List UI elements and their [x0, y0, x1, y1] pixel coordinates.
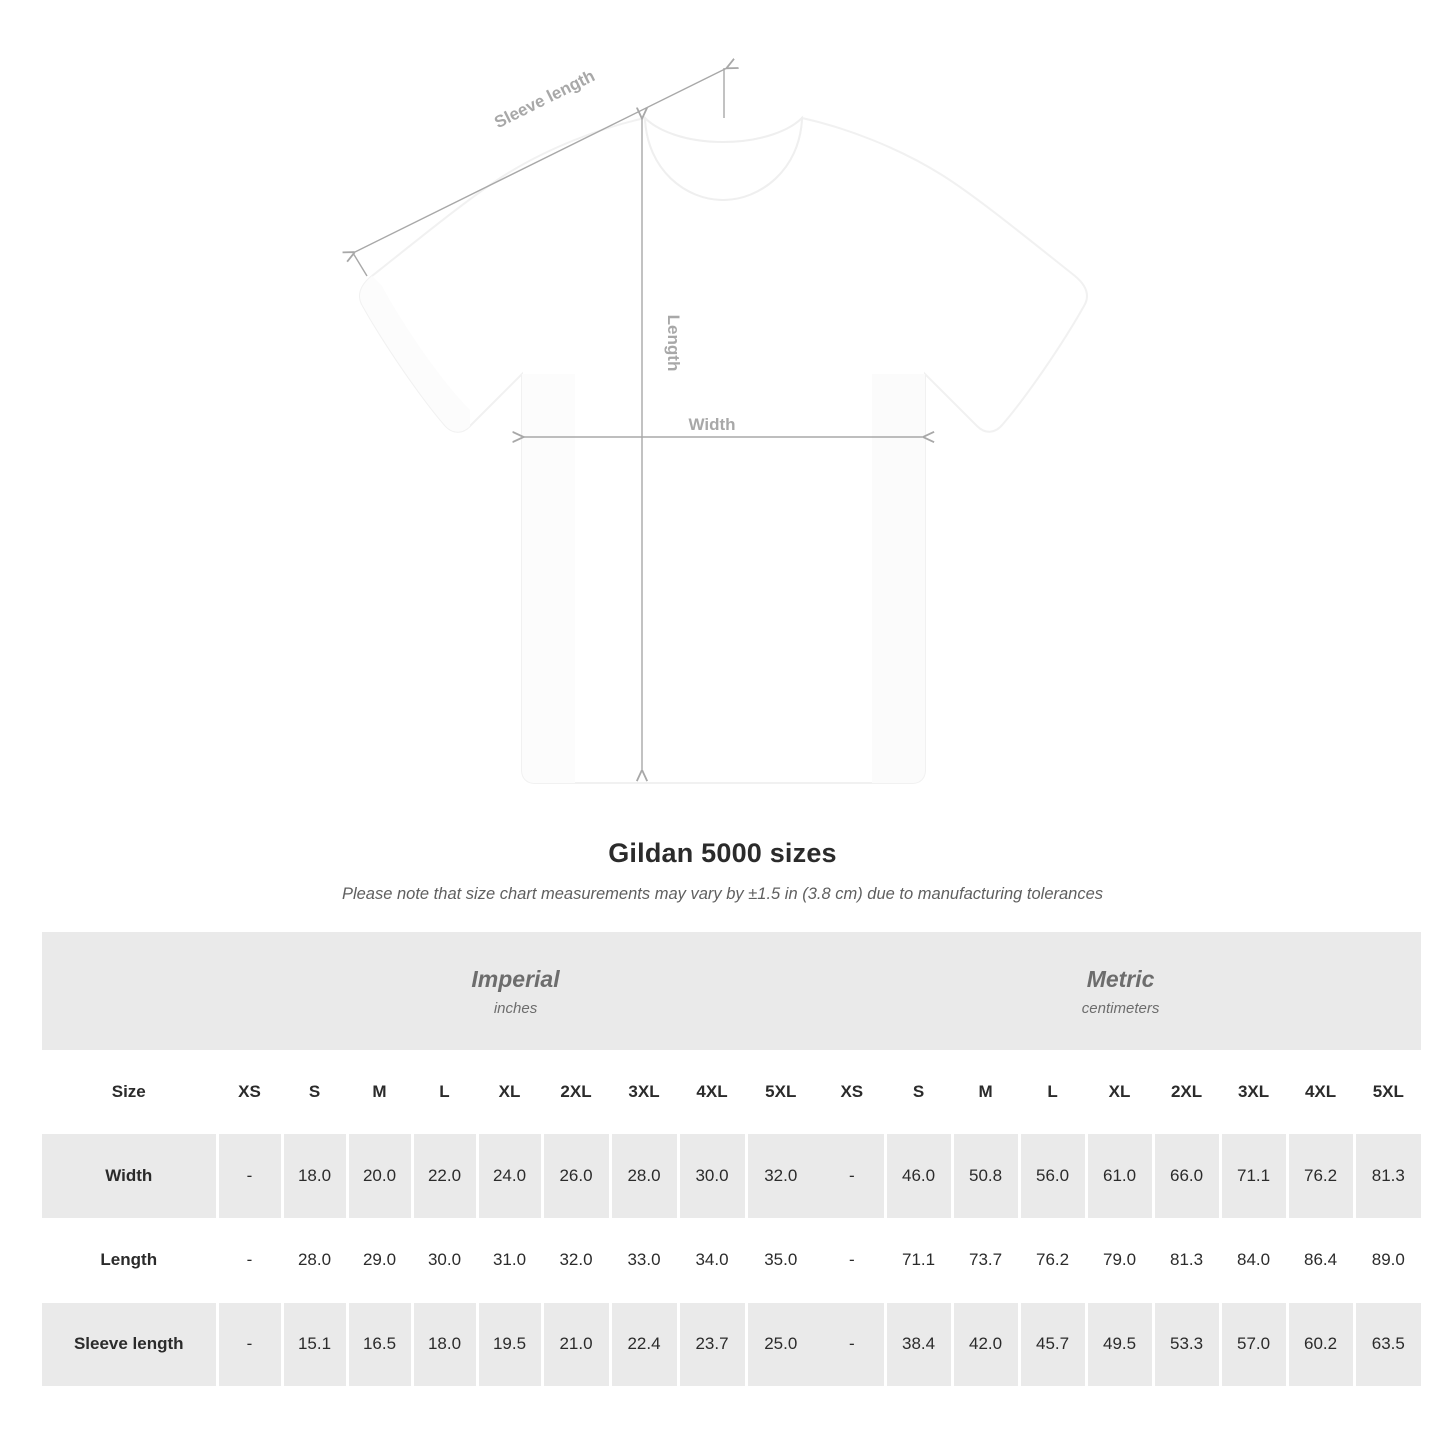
- unit-group-metric-name: Metric: [1086, 965, 1155, 992]
- cell-length-imperial-3xl: 33.0: [610, 1218, 678, 1302]
- cell-sleeve-imperial-s: 15.1: [282, 1302, 347, 1386]
- cell-width-metric-xl: 61.0: [1086, 1134, 1153, 1218]
- chart-title: Gildan 5000 sizes: [608, 838, 837, 868]
- header-imperial-m: M: [347, 1050, 412, 1134]
- header-metric-3xl: 3XL: [1220, 1050, 1287, 1134]
- cell-sleeve-imperial-5xl: 25.0: [746, 1302, 814, 1386]
- length-label: Length: [664, 314, 683, 372]
- cell-width-imperial-5xl: 32.0: [746, 1134, 814, 1218]
- unit-group-metric-sub: centimeters: [1081, 999, 1160, 1017]
- header-metric-xl: XL: [1086, 1050, 1153, 1134]
- cell-width-metric-m: 50.8: [952, 1134, 1019, 1218]
- cell-sleeve-metric-2xl: 53.3: [1153, 1302, 1220, 1386]
- row-label-length: Length: [42, 1218, 217, 1302]
- cell-length-imperial-xl: 31.0: [477, 1218, 542, 1302]
- cell-sleeve-imperial-4xl: 23.7: [678, 1302, 746, 1386]
- cell-sleeve-imperial-xs: -: [217, 1302, 282, 1386]
- cell-width-imperial-xl: 24.0: [477, 1134, 542, 1218]
- header-metric-s: S: [885, 1050, 952, 1134]
- unit-group-imperial-sub: inches: [493, 999, 538, 1017]
- size-header-row: [42, 1050, 1421, 1134]
- cell-sleeve-imperial-l: 18.0: [412, 1302, 477, 1386]
- table-row: [42, 1302, 1421, 1386]
- cell-width-imperial-xs: -: [217, 1134, 282, 1218]
- table-row: [42, 1134, 1421, 1218]
- cell-width-metric-4xl: 76.2: [1287, 1134, 1354, 1218]
- cell-width-imperial-2xl: 26.0: [542, 1134, 610, 1218]
- row-label-width: Width: [42, 1134, 217, 1218]
- cell-sleeve-metric-xl: 49.5: [1086, 1302, 1153, 1386]
- cell-length-metric-m: 73.7: [952, 1218, 1019, 1302]
- cell-width-metric-5xl: 81.3: [1354, 1134, 1421, 1218]
- cell-length-imperial-2xl: 32.0: [542, 1218, 610, 1302]
- cell-width-metric-xs: -: [820, 1134, 885, 1218]
- unit-group-imperial-name: Imperial: [471, 965, 560, 992]
- cell-length-imperial-4xl: 34.0: [678, 1218, 746, 1302]
- header-metric-m: M: [952, 1050, 1019, 1134]
- row-label-sleeve-length: Sleeve length: [42, 1302, 217, 1386]
- tshirt-shape: [360, 118, 1087, 783]
- size-header-text: Size: [111, 1082, 146, 1101]
- header-metric-xs: XS: [820, 1050, 885, 1134]
- cell-width-imperial-l: 22.0: [412, 1134, 477, 1218]
- size-header-label: [42, 1050, 217, 1134]
- cell-width-imperial-s: 18.0: [282, 1134, 347, 1218]
- cell-width-metric-2xl: 66.0: [1153, 1134, 1220, 1218]
- cell-length-metric-xl: 79.0: [1086, 1218, 1153, 1302]
- header-imperial-l: L: [412, 1050, 477, 1134]
- cell-sleeve-metric-5xl: 63.5: [1354, 1302, 1421, 1386]
- header-imperial-xs: XS: [217, 1050, 282, 1134]
- header-imperial-s: S: [282, 1050, 347, 1134]
- header-imperial-4xl: 4XL: [678, 1050, 746, 1134]
- cell-sleeve-imperial-xl: 19.5: [477, 1302, 542, 1386]
- cell-sleeve-metric-4xl: 60.2: [1287, 1302, 1354, 1386]
- cell-width-metric-l: 56.0: [1019, 1134, 1086, 1218]
- cell-length-metric-3xl: 84.0: [1220, 1218, 1287, 1302]
- cell-width-imperial-m: 20.0: [347, 1134, 412, 1218]
- cell-length-imperial-s: 28.0: [282, 1218, 347, 1302]
- cell-sleeve-imperial-2xl: 21.0: [542, 1302, 610, 1386]
- cell-length-metric-s: 71.1: [885, 1218, 952, 1302]
- cell-width-metric-s: 46.0: [885, 1134, 952, 1218]
- cell-length-metric-2xl: 81.3: [1153, 1218, 1220, 1302]
- cell-length-imperial-xs: -: [217, 1218, 282, 1302]
- cell-sleeve-metric-xs: -: [820, 1302, 885, 1386]
- header-imperial-2xl: 2XL: [542, 1050, 610, 1134]
- cell-length-imperial-m: 29.0: [347, 1218, 412, 1302]
- title-block: [0, 838, 1445, 904]
- unit-group-imperial: [217, 932, 814, 1050]
- sleeve-length-label: Sleeve length: [491, 66, 598, 133]
- unit-header-row: [42, 932, 1421, 1050]
- header-metric-l: L: [1019, 1050, 1086, 1134]
- cell-length-imperial-5xl: 35.0: [746, 1218, 814, 1302]
- cell-sleeve-metric-3xl: 57.0: [1220, 1302, 1287, 1386]
- cell-length-metric-4xl: 86.4: [1287, 1218, 1354, 1302]
- header-imperial-5xl: 5XL: [746, 1050, 814, 1134]
- header-imperial-3xl: 3XL: [610, 1050, 678, 1134]
- chart-disclaimer: Please note that size chart measurements may vary by ±1.5 in (3.8 cm) due to manufacturing tolerances: [341, 885, 1104, 903]
- unit-header-spacer: [42, 932, 217, 1050]
- table-row: [42, 1218, 1421, 1302]
- cell-sleeve-metric-s: 38.4: [885, 1302, 952, 1386]
- cell-sleeve-metric-l: 45.7: [1019, 1302, 1086, 1386]
- header-imperial-xl: XL: [477, 1050, 542, 1134]
- cell-sleeve-imperial-3xl: 22.4: [610, 1302, 678, 1386]
- header-metric-5xl: 5XL: [1354, 1050, 1421, 1134]
- cell-length-metric-xs: -: [820, 1218, 885, 1302]
- width-label: Width: [688, 415, 736, 434]
- cell-sleeve-imperial-m: 16.5: [347, 1302, 412, 1386]
- cell-width-metric-3xl: 71.1: [1220, 1134, 1287, 1218]
- size-table-wrap: [42, 932, 1403, 1386]
- cell-length-metric-5xl: 89.0: [1354, 1218, 1421, 1302]
- header-metric-4xl: 4XL: [1287, 1050, 1354, 1134]
- cell-length-metric-l: 76.2: [1019, 1218, 1086, 1302]
- unit-group-metric: [820, 932, 1421, 1050]
- cell-width-imperial-3xl: 28.0: [610, 1134, 678, 1218]
- cell-sleeve-metric-m: 42.0: [952, 1302, 1019, 1386]
- cell-width-imperial-4xl: 30.0: [678, 1134, 746, 1218]
- size-table: [42, 932, 1421, 1386]
- header-metric-2xl: 2XL: [1153, 1050, 1220, 1134]
- cell-length-imperial-l: 30.0: [412, 1218, 477, 1302]
